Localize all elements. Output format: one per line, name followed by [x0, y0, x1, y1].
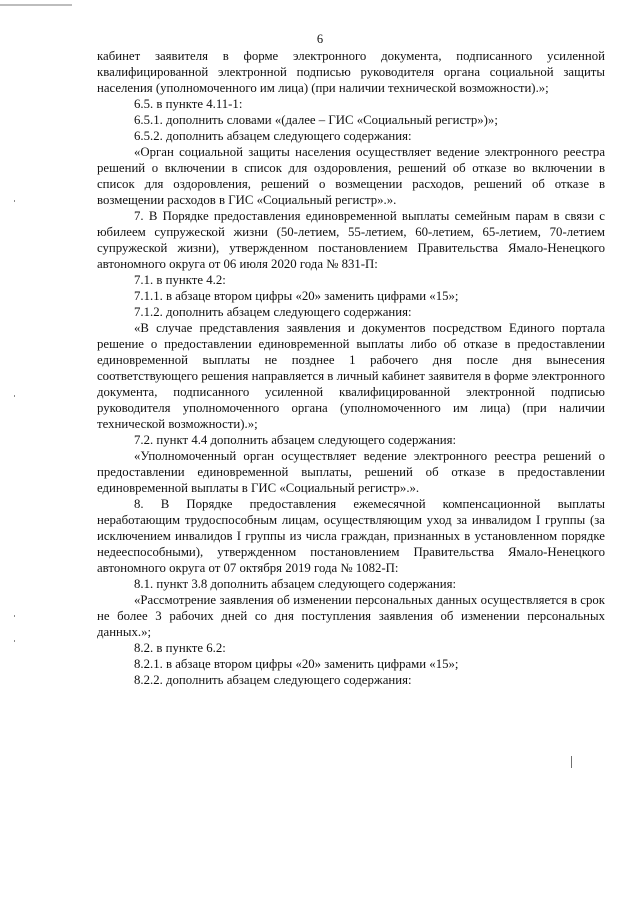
paragraph: «Уполномоченный орган осуществляет ведение электронного реестра решений о предоставлении единовременной выплаты, решений об отказе в предоставлении единовременной выплаты в ГИС «Социальный регистр».». [97, 449, 605, 495]
scan-margin-mark [14, 200, 15, 202]
paragraph: 8.1. пункт 3.8 дополнить абзацем следующего содержания: [134, 577, 457, 591]
paragraph: 7.1.1. в абзаце втором цифры «20» заменить цифрами «15»; [134, 289, 459, 303]
document-body [97, 48, 605, 688]
scan-margin-mark [14, 395, 15, 397]
scan-top-strip [0, 4, 72, 6]
paragraph: 8.2.1. в абзаце втором цифры «20» заменить цифрами «15»; [134, 657, 459, 671]
paragraph: 7. В Порядке предоставления единовременной выплаты семейным парам в связи с юбилеем супружеской жизни (50-летием, 55-летием, 60-летием, 65-летием, 70-летием супружеской жизни), утвержденном постановлением Правительства Ямало-Ненецкого автономного округа от 06 июля 2020 года № 831-П: [97, 209, 605, 271]
paragraph: 8. В Порядке предоставления ежемесячной компенсационной выплаты неработающим трудоспособным лицам, осуществляющим уход за инвалидом I группы (за исключением инвалидов I группы из числа граждан, признанных в установленном порядке недееспособными), утвержденном постановлением Правительства Ямало-Ненецкого автономного округа от 07 октября 2019 года № 1082-П: [97, 497, 605, 575]
paragraph: «Орган социальной защиты населения осуществляет ведение электронного реестра решений о включении в список для оздоровления, решений об отказе во включении в список для оздоровления, решений о возмещении расходов, решений об отказе в возмещении расходов в ГИС «Социальный регистр».». [97, 145, 605, 207]
paragraph: кабинет заявителя в форме электронного документа, подписанного усиленной квалифицированной электронной подписью руководителя органа социальной защиты населения (уполномоченного им лица) (при наличии технической возможности).»; [97, 49, 605, 95]
paragraph: 7.1. в пункте 4.2: [134, 273, 226, 287]
paragraph: 8.2.2. дополнить абзацем следующего содержания: [134, 673, 412, 687]
paragraph: 6.5. в пункте 4.11-1: [134, 97, 243, 111]
paragraph: 8.2. в пункте 6.2: [134, 641, 226, 655]
scan-right-mark [571, 756, 572, 768]
paragraph: 6.5.2. дополнить абзацем следующего содержания: [134, 129, 412, 143]
page-number: 6 [316, 32, 324, 46]
scan-margin-mark [14, 640, 15, 642]
paragraph: «Рассмотрение заявления об изменении персональных данных осуществляется в срок не более 3 рабочих дней со дня поступления заявления об изменении персональных данных.»; [97, 593, 605, 639]
scan-margin-mark [14, 615, 15, 617]
paragraph: 6.5.1. дополнить словами «(далее – ГИС «Социальный регистр»)»; [134, 113, 498, 127]
paragraph: 7.1.2. дополнить абзацем следующего содержания: [134, 305, 412, 319]
paragraph: «В случае представления заявления и документов посредством Единого портала решение о предоставлении единовременной выплаты либо об отказе в предоставлении единовременной выплаты не позднее 1 рабочего дня после дня вынесения соответствующего решения направляется в личный кабинет заявителя в форме электронного документа, подписанного усиленной квалифицированной электронной подписью руководителя уполномоченного органа (уполномоченного им лица) (при наличии технической возможности).»; [97, 321, 605, 431]
paragraph: 7.2. пункт 4.4 дополнить абзацем следующего содержания: [134, 433, 457, 447]
